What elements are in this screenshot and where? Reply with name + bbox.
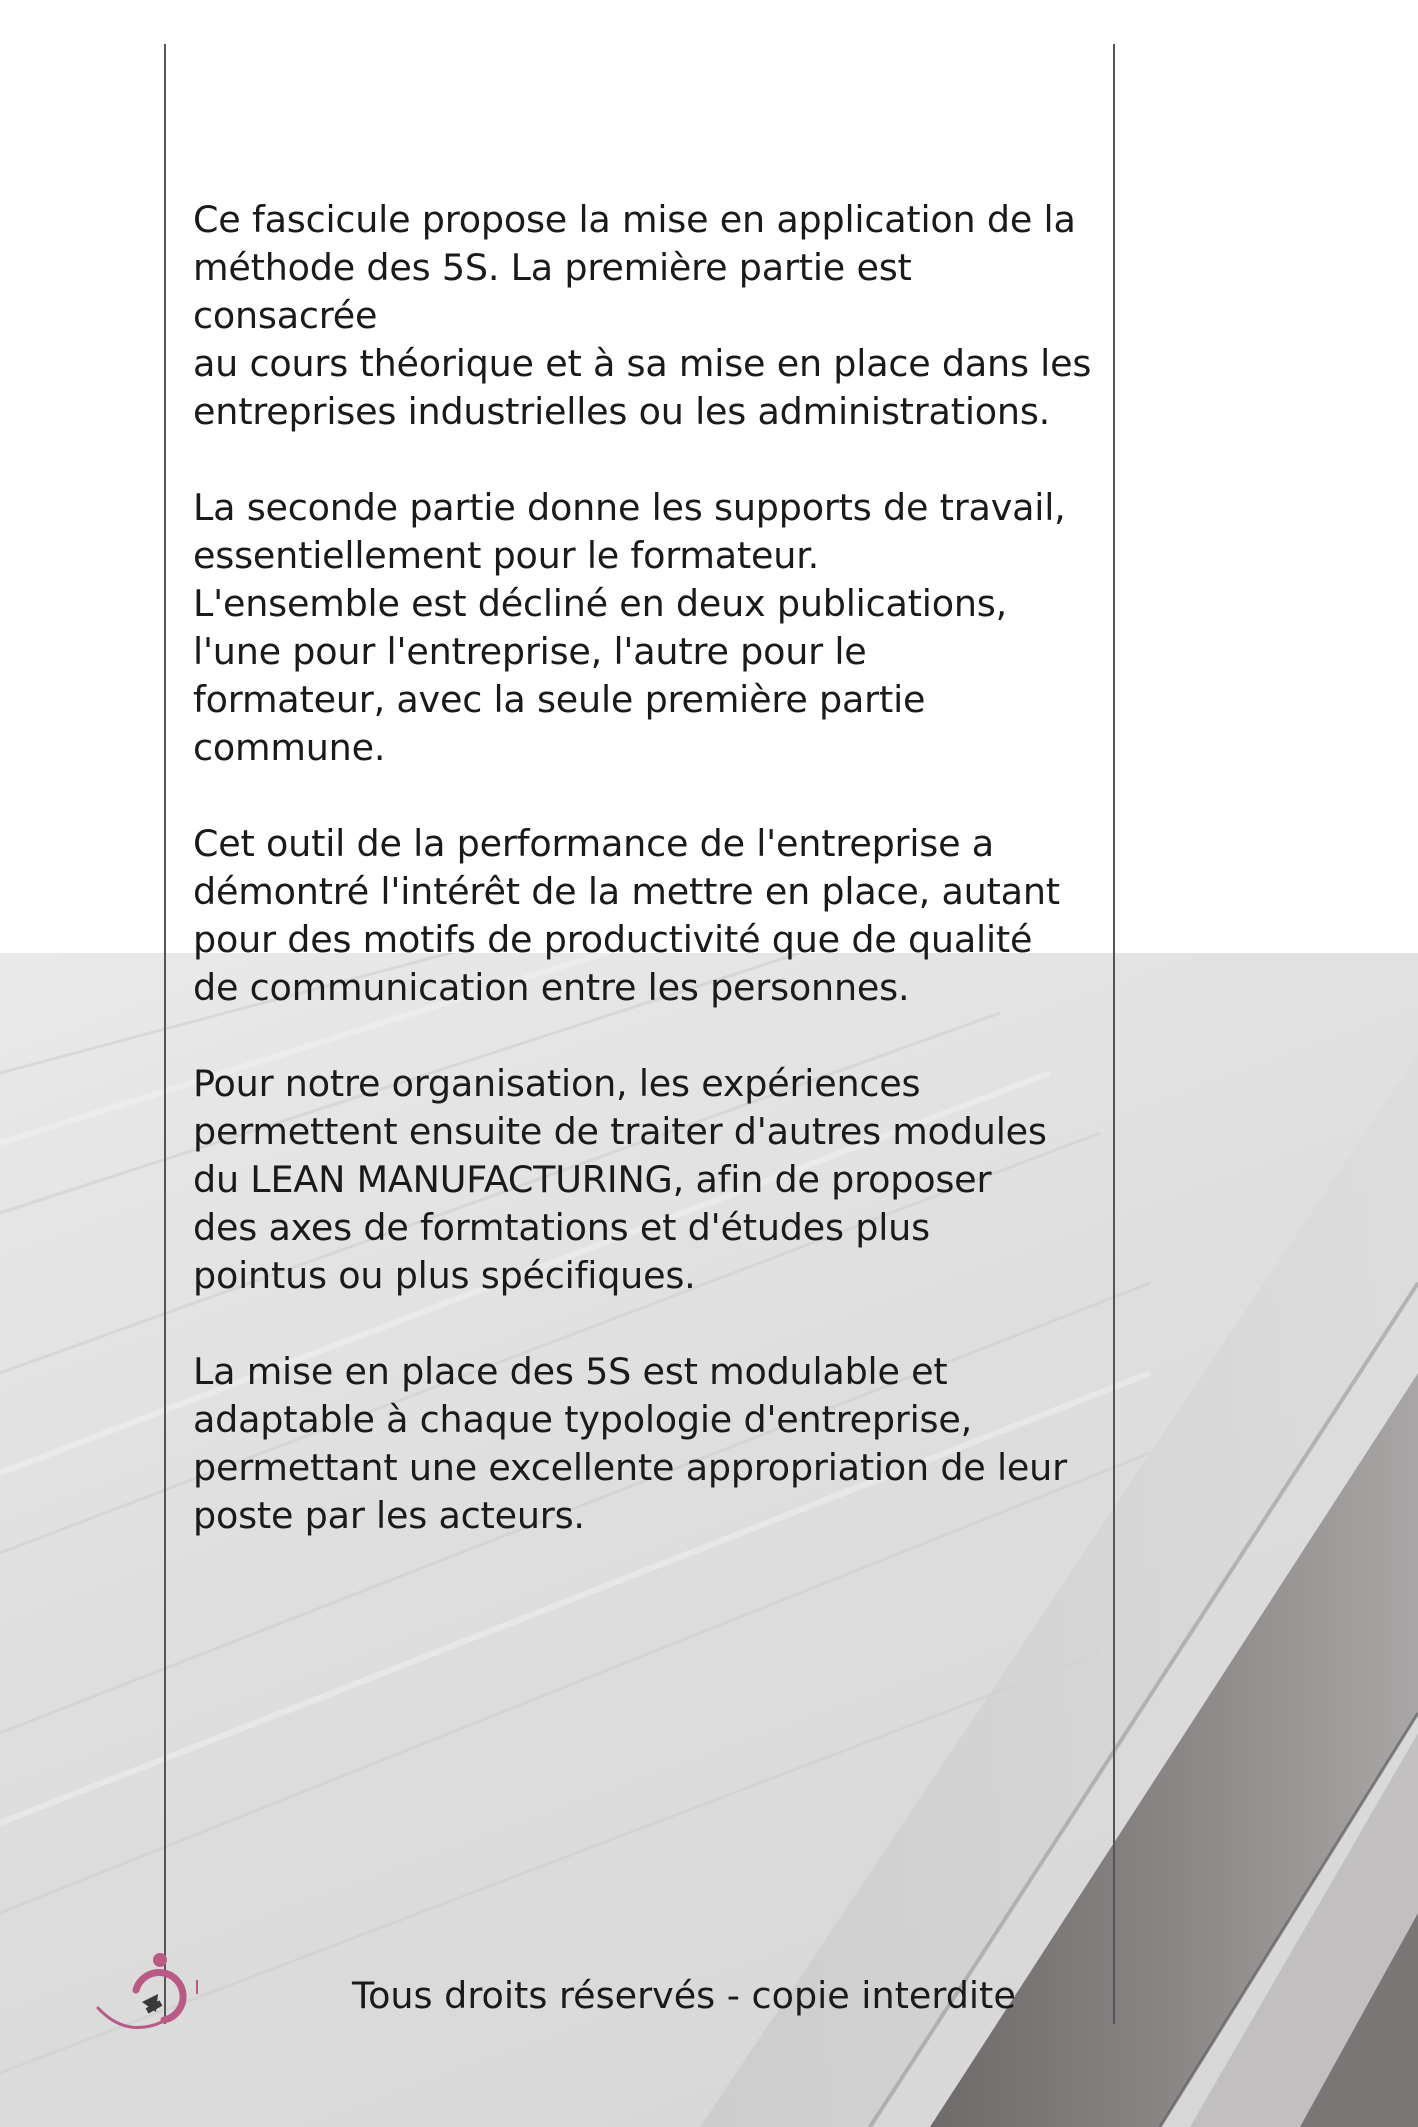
paragraph-organisation: Pour notre organisation, les expériences permettent ensuite de traiter d'autres modules du LEAN MANUFACTURING, afin de proposer des axes de formtations et d'études plus pointus ou plus spécifiques. <box>193 1062 1047 1297</box>
copyright-notice: Tous droits réservés - copie interdite <box>352 1974 1016 2017</box>
paragraph-performance: Cet outil de la performance de l'entreprise a démontré l'intérêt de la mettre en place, autant pour des motifs de productivité que de qualité de communication entre les personnes. <box>193 822 1060 1009</box>
paragraph-intro: Ce fascicule propose la mise en application de la méthode des 5S. La première partie est consacrée au cours théorique et à sa mise en place dans les entreprises industrielles ou les administrations. <box>193 198 1092 433</box>
publisher-logo <box>96 1950 206 2040</box>
body-text <box>193 196 1103 1588</box>
paragraph-modularity: La mise en place des 5S est modulable et adaptable à chaque typologie d'entreprise, permettant une excellente appropriation de leur poste par les acteurs. <box>193 1350 1067 1537</box>
paragraph-second-part: La seconde partie donne les supports de travail, essentiellement pour le formateur. L'ensemble est décliné en deux publications, l'une pour l'entreprise, l'autre pour le formateur, avec la seule première partie commune. <box>193 486 1066 769</box>
left-margin-rule <box>164 44 166 2024</box>
publisher-logo-icon <box>96 1950 206 2040</box>
right-margin-rule <box>1113 44 1115 2024</box>
